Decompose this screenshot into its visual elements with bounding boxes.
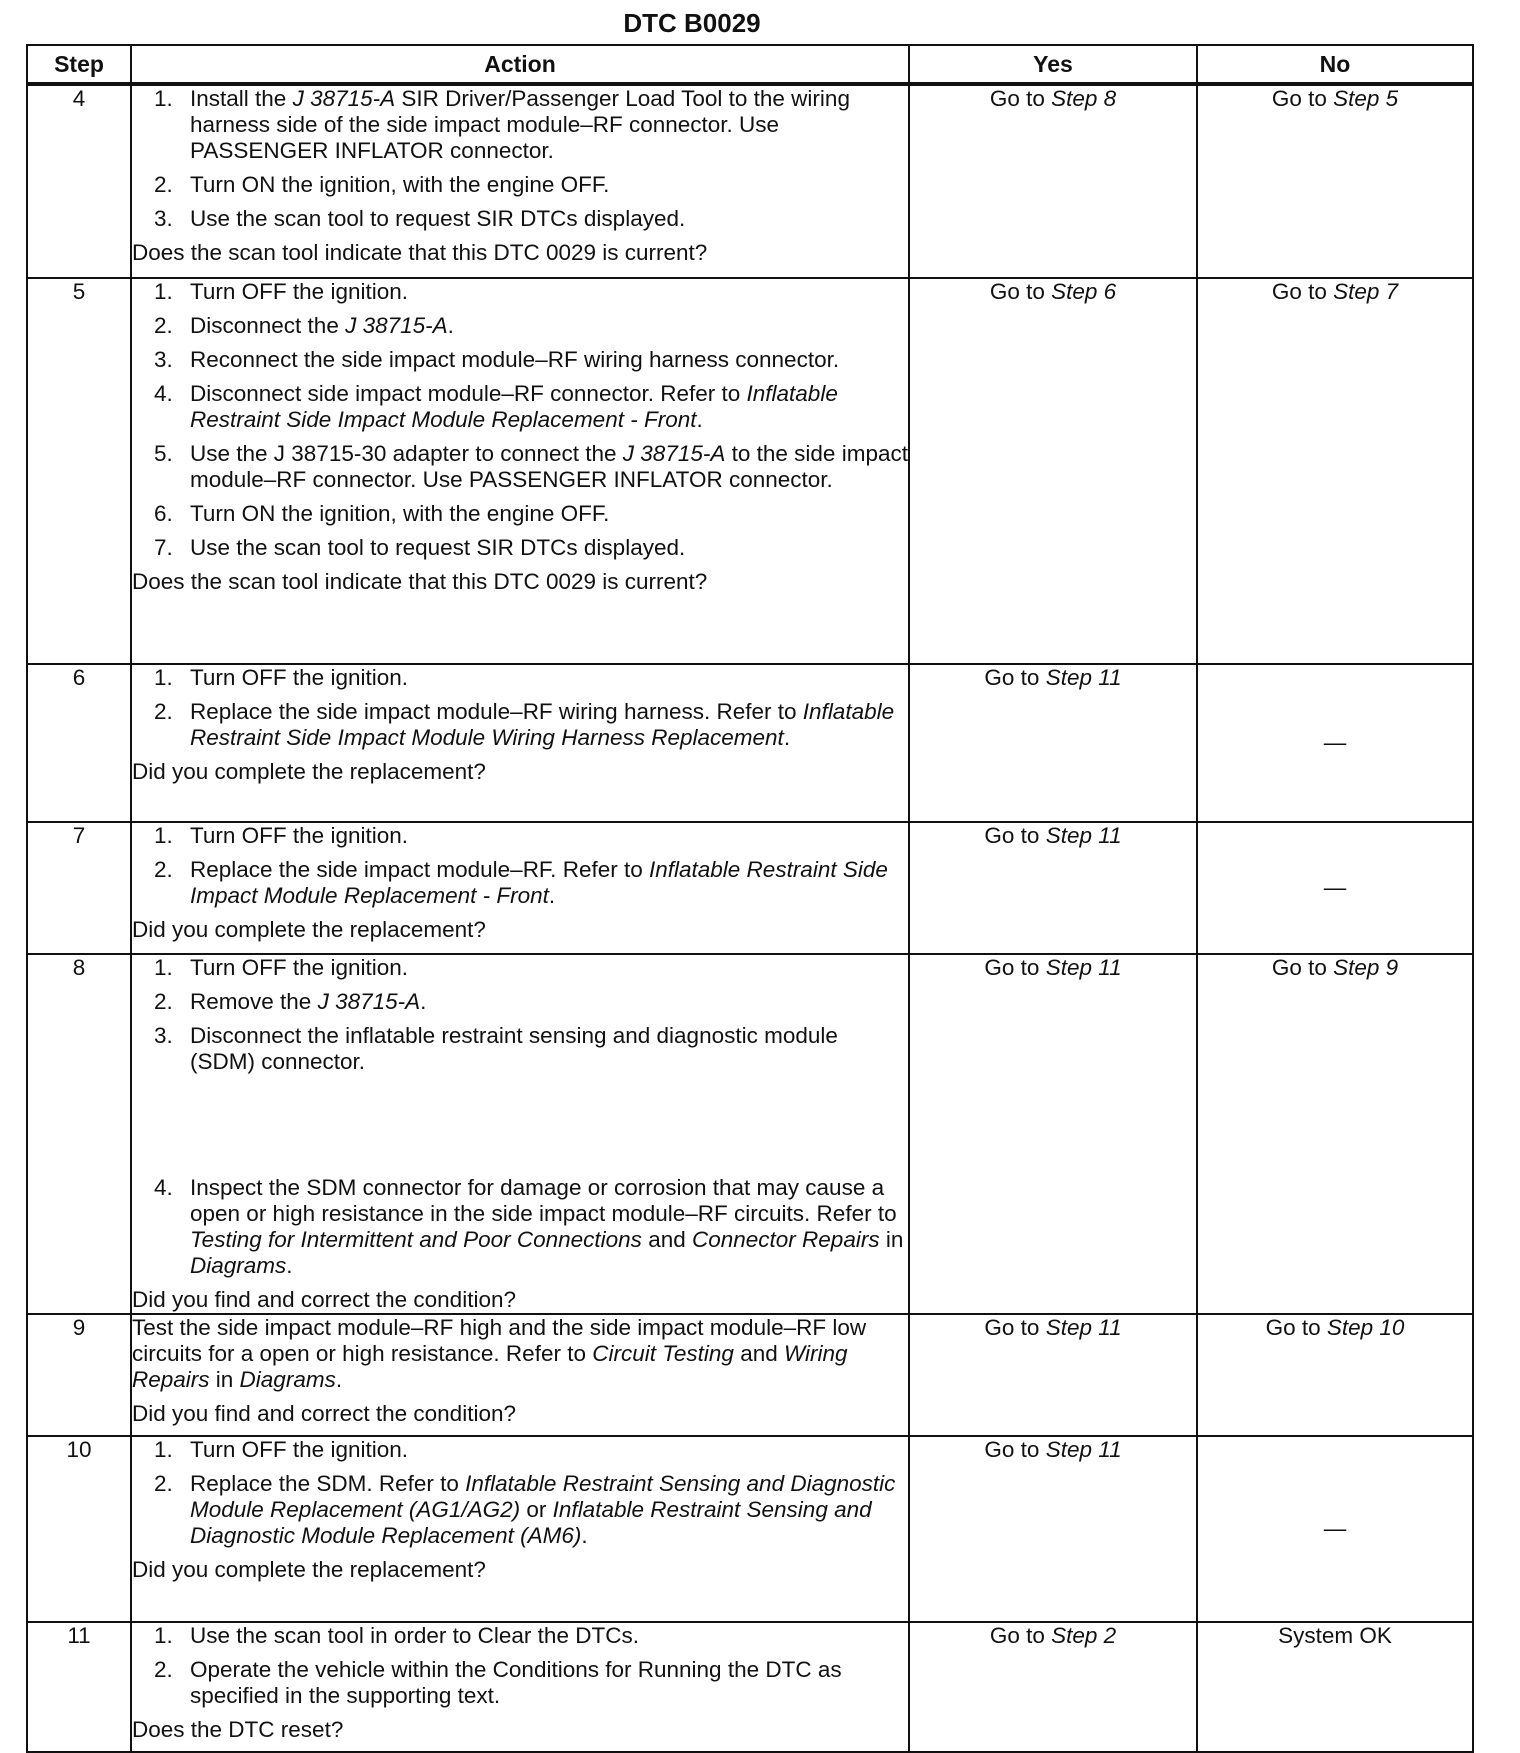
yes-cell: Go to Step 8 xyxy=(909,84,1197,278)
list-item: 1. Use the scan tool in order to Clear the DTCs. xyxy=(154,1623,639,1648)
list-item: 2. Replace the side impact module–RF wiring harness. Refer to Inflatable Restraint Side Impact Module Wiring Harness Replacement. xyxy=(154,699,895,750)
dtc-table xyxy=(26,44,1474,1753)
header-step: Step xyxy=(27,45,131,84)
list-item: 4. Inspect the SDM connector for damage or corrosion that may cause a open or high resistance in the side impact module–RF circuits. Refer to Testing for Intermittent and Poor Connections and Connector Repairs in Diagrams. xyxy=(154,1175,904,1278)
no-cell: Go to Step 7 xyxy=(1197,278,1473,664)
question-text: Did you complete the replacement? xyxy=(132,1557,486,1582)
list-item: 1. Install the J 38715-A SIR Driver/Passenger Load Tool to the wiring harness side of the side impact module–RF connector. Use PASSENGER INFLATOR connector. xyxy=(154,86,850,163)
action-cell xyxy=(131,1314,909,1436)
list-item: 3. Reconnect the side impact module–RF wiring harness connector. xyxy=(154,347,840,372)
list-item: 1. Turn OFF the ignition. xyxy=(154,279,409,304)
no-cell: Go to Step 9 xyxy=(1197,954,1473,1314)
table-row xyxy=(27,278,1473,664)
step-number: 8 xyxy=(27,954,131,1314)
list-item: 2. Replace the side impact module–RF. Refer to Inflatable Restraint Side Impact Module Replacement - Front. xyxy=(154,857,888,908)
header-yes: Yes xyxy=(909,45,1197,84)
no-cell: — xyxy=(1197,1436,1473,1622)
no-cell: — xyxy=(1197,822,1473,954)
action-cell xyxy=(131,954,909,1314)
table-row xyxy=(27,664,1473,822)
no-cell: Go to Step 10 xyxy=(1197,1314,1473,1436)
step-number: 6 xyxy=(27,664,131,822)
action-cell xyxy=(131,278,909,664)
step-number: 7 xyxy=(27,822,131,954)
no-cell: System OK xyxy=(1197,1622,1473,1752)
header-action: Action xyxy=(131,45,909,84)
list-item: 5. Use the J 38715-30 adapter to connect the J 38715-A to the side impact module–RF connector. Use PASSENGER INFLATOR connector. xyxy=(154,441,908,492)
table-row xyxy=(27,1622,1473,1752)
yes-cell: Go to Step 11 xyxy=(909,1436,1197,1622)
header-row xyxy=(27,45,1473,84)
list-item: 1. Turn OFF the ignition. xyxy=(154,665,409,690)
paragraph: Test the side impact module–RF high and the side impact module–RF low circuits for a open or high resistance. Refer to Circuit Testing and Wiring Repairs in Diagrams. xyxy=(132,1315,867,1392)
list-item: 2. Remove the J 38715-A. xyxy=(154,989,427,1014)
yes-cell: Go to Step 11 xyxy=(909,664,1197,822)
table-row xyxy=(27,1314,1473,1436)
yes-cell: Go to Step 2 xyxy=(909,1622,1197,1752)
step-number: 5 xyxy=(27,278,131,664)
action-cell xyxy=(131,1622,909,1752)
step-number: 4 xyxy=(27,84,131,278)
action-cell xyxy=(131,1436,909,1622)
header-no: No xyxy=(1197,45,1473,84)
yes-cell: Go to Step 11 xyxy=(909,822,1197,954)
question-text: Did you complete the replacement? xyxy=(132,759,486,784)
table-row xyxy=(27,954,1473,1314)
table-row xyxy=(27,84,1473,278)
action-cell xyxy=(131,822,909,954)
question-text: Does the DTC reset? xyxy=(132,1717,344,1742)
list-item: 3. Use the scan tool to request SIR DTCs displayed. xyxy=(154,206,686,231)
no-cell: — xyxy=(1197,664,1473,822)
question-text: Did you find and correct the condition? xyxy=(132,1287,516,1312)
list-item: 1. Turn OFF the ignition. xyxy=(154,955,409,980)
yes-cell: Go to Step 11 xyxy=(909,954,1197,1314)
list-item: 2. Replace the SDM. Refer to Inflatable Restraint Sensing and Diagnostic Module Replacement (AG1/AG2) or Inflatable Restraint Sensing and Diagnostic Module Replacement (AM6). xyxy=(154,1471,896,1548)
table-row xyxy=(27,1436,1473,1622)
list-item: 6. Turn ON the ignition, with the engine OFF. xyxy=(154,501,610,526)
list-item: 1. Turn OFF the ignition. xyxy=(154,823,409,848)
step-number: 11 xyxy=(27,1622,131,1752)
list-item: 3. Disconnect the inflatable restraint sensing and diagnostic module (SDM) connector. xyxy=(154,1023,838,1074)
question-text: Did you find and correct the condition? xyxy=(132,1401,516,1426)
list-item: 2. Operate the vehicle within the Conditions for Running the DTC as specified in the supporting text. xyxy=(154,1657,842,1708)
step-number: 9 xyxy=(27,1314,131,1436)
list-item: 2. Disconnect the J 38715-A. xyxy=(154,313,454,338)
yes-cell: Go to Step 11 xyxy=(909,1314,1197,1436)
list-item: 7. Use the scan tool to request SIR DTCs displayed. xyxy=(154,535,686,560)
step-number: 10 xyxy=(27,1436,131,1622)
list-item: 4. Disconnect side impact module–RF connector. Refer to Inflatable Restraint Side Impact Module Replacement - Front. xyxy=(154,381,838,432)
question-text: Did you complete the replacement? xyxy=(132,917,486,942)
blank-gap xyxy=(132,1083,908,1175)
page-title: DTC B0029 xyxy=(623,8,761,38)
question-text: Does the scan tool indicate that this DTC 0029 is current? xyxy=(132,569,708,594)
question-text: Does the scan tool indicate that this DTC 0029 is current? xyxy=(132,240,708,265)
action-cell xyxy=(131,664,909,822)
yes-cell: Go to Step 6 xyxy=(909,278,1197,664)
no-cell: Go to Step 5 xyxy=(1197,84,1473,278)
table-row xyxy=(27,822,1473,954)
list-item: 1. Turn OFF the ignition. xyxy=(154,1437,409,1462)
list-item: 2. Turn ON the ignition, with the engine OFF. xyxy=(154,172,610,197)
action-cell xyxy=(131,84,909,278)
